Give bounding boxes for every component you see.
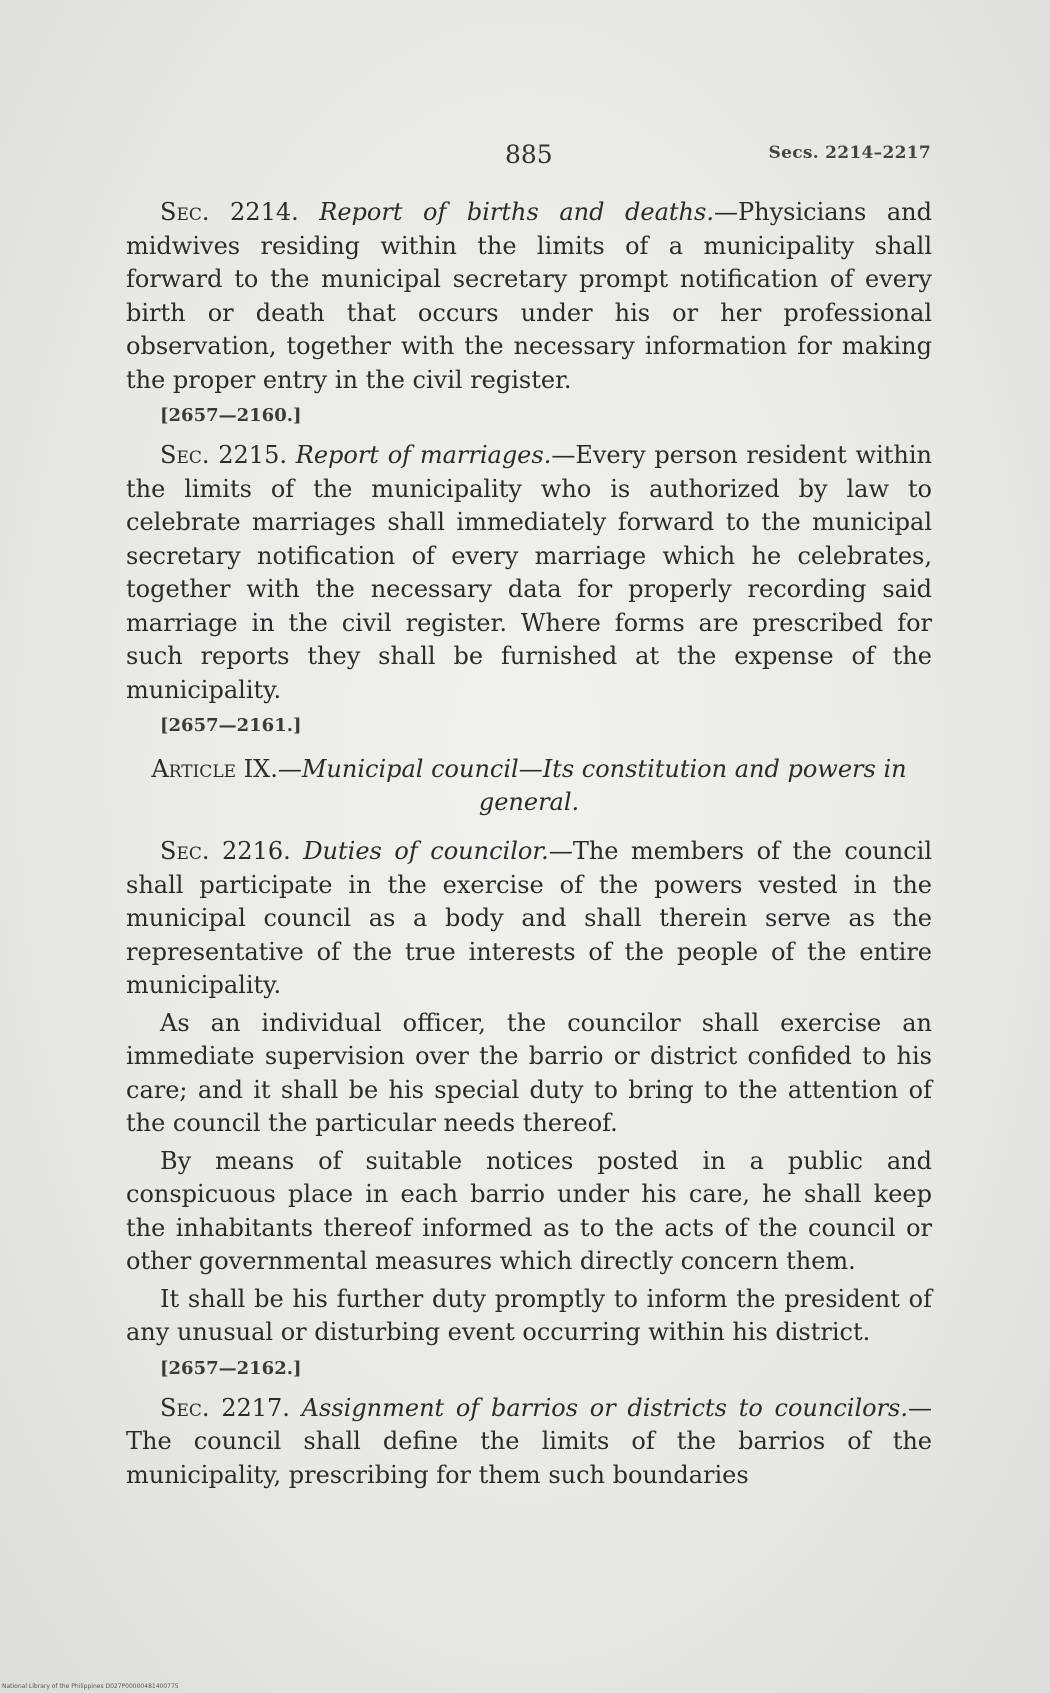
citation: [2657—2161.]: [160, 715, 302, 736]
article-label: Article IX.: [151, 755, 278, 783]
section-2216-paragraph: It shall be his further duty promptly to inform the president of any unusual or disturbing event occurring within his district.: [126, 1284, 932, 1346]
running-head: Secs. 2214–2217: [768, 143, 931, 163]
library-stamp: National Library of the Philippines D027P00000481400775: [2, 1683, 179, 1690]
section-title: Report of births and deaths.: [319, 198, 714, 226]
section-label: Sec. 2216.: [160, 837, 291, 865]
body-text: [126, 196, 932, 1496]
article-heading: [126, 753, 932, 819]
section-title: Duties of councilor.: [303, 837, 549, 865]
section-2217: [126, 1392, 932, 1493]
section-label: Sec. 2217.: [160, 1393, 290, 1422]
page-header: [125, 140, 935, 176]
citation: [2657—2162.]: [160, 1357, 302, 1379]
section-title: Report of marriages.: [295, 441, 552, 469]
section-2216-paragraph: By means of suitable notices posted in a public and conspicuous place in each barrio under his care, he shall keep the inhabitants thereof informed as to the acts of the council or other governmental measures which directly concern them.: [126, 1146, 932, 1275]
section-title: Assignment of barrios or districts to councilors.: [301, 1393, 908, 1422]
section-label: Sec. 2214.: [160, 198, 299, 226]
section-2216-paragraph: As an individual officer, the councilor shall exercise an immediate supervision over the barrio or district confided to his care; and it shall be his special duty to bring to the attention of the council the particular needs thereof.: [126, 1008, 932, 1137]
page-number: 885: [505, 140, 553, 169]
section-label: Sec. 2215.: [160, 441, 287, 469]
section-2214: [126, 196, 932, 397]
section-text: —Every person resident within the limits of the municipality who is authorized by law to celebrate marriages shall immediately forward to the municipal secretary notification of every marriage which he celebrates, together with the necessary data for properly recording said marriage in the civil register. Where forms are prescribed for such reports they shall be furnished at the expense of the municipality.: [126, 441, 932, 704]
section-text: —Physicians and midwives residing within the limits of a municipality shall forward to the municipal secretary prompt notification of every birth or death that occurs under his or her professional observation, together with the necessary information for making the proper entry in the civil register.: [126, 198, 932, 394]
article-title: —Municipal council—Its constitution and powers in general.: [277, 755, 907, 816]
section-2215: [126, 439, 932, 707]
section-2216: [126, 835, 932, 1003]
section-text: —The council shall define the limits of the barrios of the municipality, prescribing for them such boundaries: [126, 1393, 932, 1489]
section-text: —The members of the council shall participate in the exercise of the powers vested in the municipal council as a body and shall therein serve as the representative of the true interests of the people of the entire municipality.: [126, 837, 932, 999]
citation: [2657—2160.]: [160, 405, 302, 426]
